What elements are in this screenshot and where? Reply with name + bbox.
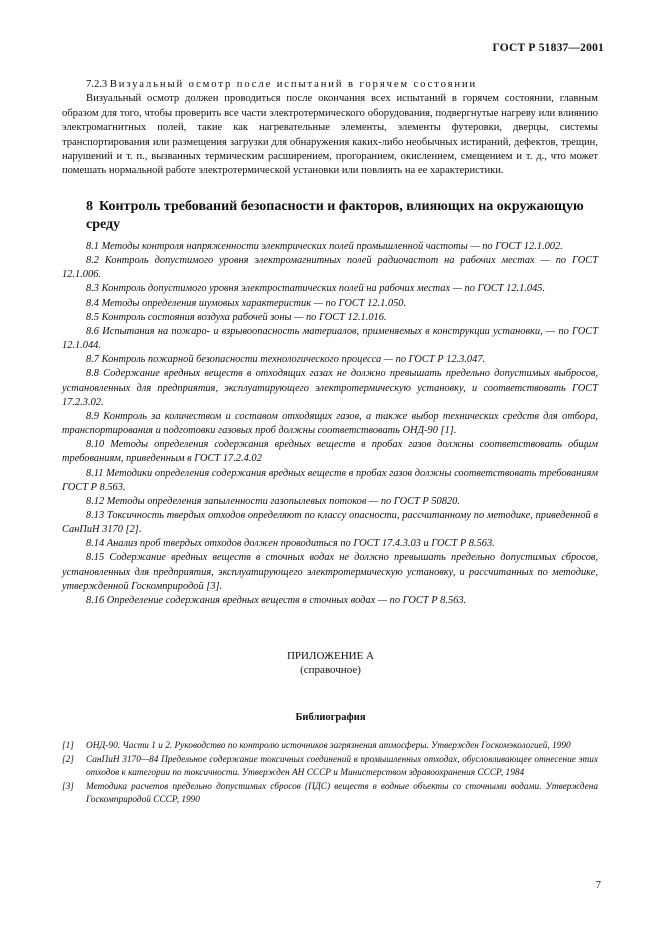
reference-item [62, 754, 598, 779]
list-item: 8.8 Содержание вредных веществ в отходящих газах не должно превышать предельно допустимых выбросов, установленных для предприятия, эксплуатирующего электротермическую установку, и соответствовать ГОСТ 17.2.3.02. [62, 368, 598, 408]
reference-item [62, 781, 598, 806]
list-item: 8.13 Токсичность твердых отходов определяют по классу опасности, рассчитанному по методике, приведенной в СанПиН 3170 [2]. [62, 509, 598, 536]
list-item: 8.5 Контроль состояния воздуха рабочей зоны — по ГОСТ 12.1.016. [86, 311, 387, 323]
list-item: 8.7 Контроль пожарной безопасности технологического процесса — по ГОСТ Р 12.3.047. [86, 354, 486, 366]
list-item: 8.1 Методы контроля напряженности электрических полей промышленной частоты — по ГОСТ 12.1.002. [86, 241, 563, 252]
subsection-title: Визуальный осмотр после испытаний в горячем состоянии [109, 79, 478, 90]
subsection-body: Визуальный осмотр должен проводиться после окончания всех испытаний в горячем состоянии, главным образом для того, чтобы проверить все части электротермического оборудования, подвергнутые нагреву или влиянию электромагнитных полей, такие как нагревательные элементы, элементы футеровки, дверцы, системы транспортирования или размещения загрузки для обнаружения каких-либо необычных истираний, дефектов, трещин, нарушений и т. п., вызванных термическим расширением, прогоранием, окислением, смещением и т. д., что может помешать нормальной работе электротермической установки или повлиять на ее характеристики. [62, 93, 598, 177]
appendix-subtitle: (справочное) [300, 664, 361, 676]
list-item: 8.16 Определение содержания вредных веществ в сточных водах — по ГОСТ Р 8.563. [86, 594, 467, 606]
reference-number: [1] [62, 741, 74, 751]
section-7-2-3 [62, 78, 598, 179]
reference-text: СанПиН 3170—84 Предельное содержание токсичных соединений в промышленных отходах, обусловливающее отнесение этих отходов к категории по токсичности. Утвержден АН СССР и Министерством здравоохранения СССР, 1984 [86, 755, 598, 778]
reference-number: [2] [62, 755, 74, 766]
list-item: 8.12 Методы определения запыленности газопылевых потоков — по ГОСТ Р 50820. [86, 495, 460, 507]
appendix-title: ПРИЛОЖЕНИЕ А [286, 650, 374, 662]
section-title: Контроль требований безопасности и факторов, влияющих на окружающую среду [86, 199, 584, 232]
page-number: 7 [595, 880, 601, 891]
list-item: 8.14 Анализ проб твердых отходов должен проводиться по ГОСТ 17.4.3.03 и ГОСТ Р 8.563. [86, 538, 495, 550]
list-item: 8.9 Контроль за количеством и составом отходящих газов, а также выбор технических средств для отбора, транспортирования и подготовки газовых проб должны соответствовать ОНД-90 [1]. [62, 410, 598, 437]
bibliography-title: Библиография [295, 712, 366, 723]
reference-text: Методика расчетов предельно допустимых сбросов (ПДС) веществ в водные объекты со сточными водами. Утверждена Госкомприродой СССР, 1990 [86, 782, 598, 805]
list-item: 8.15 Содержание вредных веществ в сточных водах не должно превышать предельно допустимых сбросов, установленных для предприятия, эксплуатирующего электротермическую установку, и рассчитанных по методике, утвержденной Госкомприродой [3]. [62, 552, 598, 592]
section-8-items [62, 240, 598, 608]
subsection-heading [62, 78, 598, 92]
list-item: 8.10 Методы определения содержания вредных веществ в пробах газов должны соответствовать общим требованиям, приведенным в ГОСТ 17.2.4.02 [62, 439, 598, 465]
reference-text: ОНД-90. Части 1 и 2. Руководство по контролю источников загрязнения атмосферы. Утвержден Госкомэкологией, 1990 [86, 741, 571, 751]
list-item: 8.4 Методы определения шумовых характеристик — по ГОСТ 12.1.050. [86, 297, 407, 309]
bibliography-list [62, 740, 598, 808]
document-code-header: ГОСТ Р 51837—2001 [492, 42, 604, 54]
section-8-heading [86, 198, 586, 234]
list-item: 8.11 Методики определения содержания вредных веществ в пробах газов должны соответствовать требованиям ГОСТ Р 8.563. [62, 467, 598, 493]
list-item: 8.3 Контроль допустимого уровня электростатических полей на рабочих местах — по ГОСТ 12.1.045. [86, 283, 546, 295]
subsection-number: 7.2.3 [86, 79, 108, 90]
section-number: 8 [86, 199, 93, 214]
reference-item [62, 740, 598, 752]
list-item: 8.6 Испытания на пожаро- и взрывоопасность материалов, применяемых в конструкции установки, — по ГОСТ 12.1.044. [62, 325, 598, 352]
reference-number: [3] [62, 782, 74, 793]
list-item: 8.2 Контроль допустимого уровня электромагнитных полей радиочастот на рабочих местах — по ГОСТ 12.1.006. [62, 255, 598, 281]
